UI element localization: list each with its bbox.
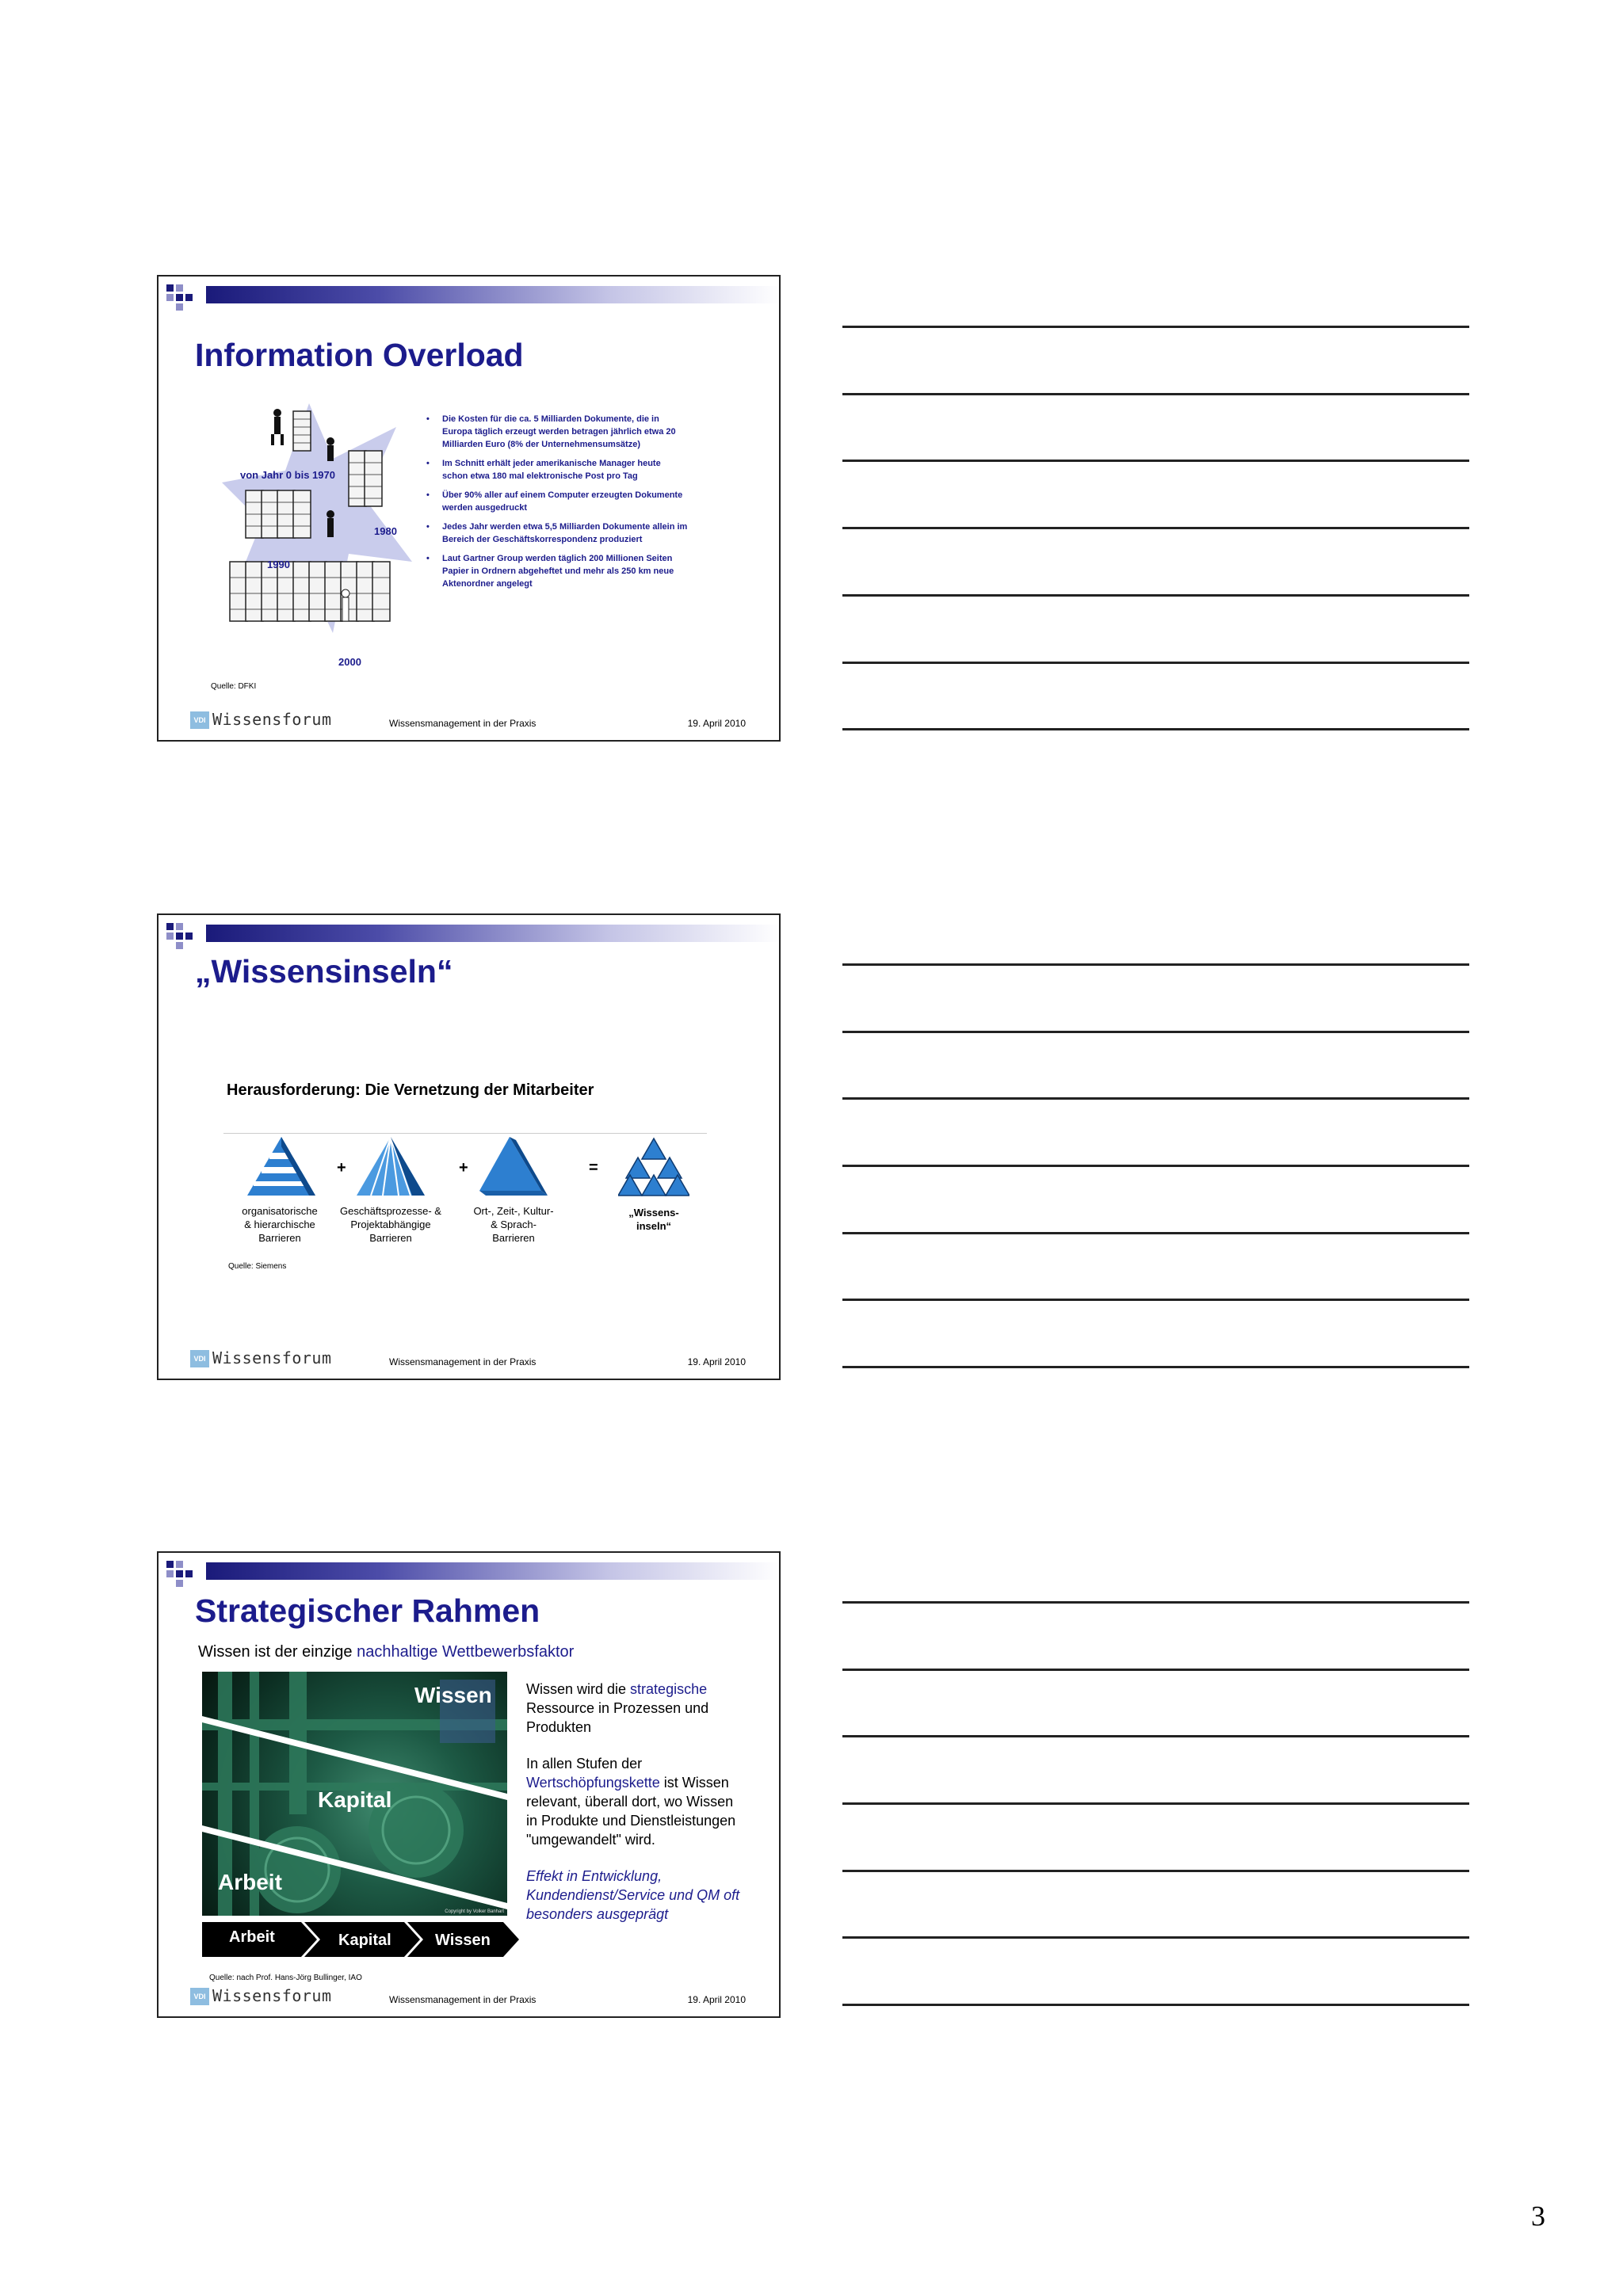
slide-subtitle: Wissen ist der einzige nachhaltige Wettbewerbsfaktor (198, 1643, 575, 1661)
brand-name: Wissensforum (212, 710, 332, 729)
label-wissen: Wissen (414, 1683, 492, 1707)
label-1970: von Jahr 0 bis 1970 (240, 469, 335, 481)
wissensforum-logo (190, 1348, 332, 1367)
pyramid-hierarchy-icon (246, 1135, 317, 1199)
notes-line (842, 1366, 1469, 1368)
notes-line (842, 1097, 1469, 1100)
equals-sign: = (589, 1159, 598, 1177)
footer-course: Wissensmanagement in der Praxis (389, 1994, 537, 2005)
wissensforum-logo (190, 710, 332, 729)
wissensforum-logo (190, 1986, 332, 2005)
slide-strategischer-rahmen (157, 1551, 781, 2018)
notes-line (842, 1802, 1469, 1805)
notes-line (842, 1936, 1469, 1939)
label-arbeit: Arbeit (218, 1870, 282, 1894)
source-note: Quelle: Siemens (228, 1262, 287, 1271)
brand-name: Wissensforum (212, 1348, 332, 1367)
notes-line (842, 460, 1469, 462)
caption-organizational: organisatorische & hierarchische Barrieren (242, 1205, 318, 1244)
vdi-logo: VDI (190, 1350, 209, 1367)
brand-name: Wissensforum (212, 1986, 332, 2005)
slide-title: Strategischer Rahmen (195, 1592, 540, 1629)
footer-course: Wissensmanagement in der Praxis (389, 1356, 537, 1367)
paper-stacks-illustration (214, 395, 436, 633)
paragraph-strategic: Wissen wird die strategische Ressource in Prozessen und Produkten (526, 1681, 709, 1735)
notes-line (842, 1601, 1469, 1604)
notes-line (842, 1232, 1469, 1234)
notes-line (842, 594, 1469, 597)
knowledge-islands-icon (618, 1135, 689, 1199)
chain-step-arbeit: Arbeit (229, 1928, 275, 1946)
bullet-item: • Laut Gartner Group werden täglich 200 Millionen Seiten Papier in Ordnern abgeheftet und mehr als 250 km neue Aktenordner angelegt (426, 552, 688, 590)
source-note: Quelle: nach Prof. Hans-Jörg Bullinger, IAO (209, 1974, 362, 1982)
label-1980: 1980 (374, 525, 397, 537)
plus-sign: + (337, 1159, 346, 1177)
paragraph-effect: Effekt in Entwicklung, Kundendienst/Service und QM oft besonders ausgeprägt (526, 1868, 740, 1922)
title-bar-gradient (206, 1562, 781, 1580)
notes-line (842, 662, 1469, 664)
label-kapital: Kapital (318, 1787, 392, 1812)
notes-line (842, 1165, 1469, 1167)
pyramid-barrier-icon (478, 1135, 549, 1199)
pyramid-process-icon (355, 1135, 426, 1199)
notes-line (842, 393, 1469, 395)
slide-title: „Wissensinseln“ (195, 953, 453, 990)
notes-line (842, 527, 1469, 529)
notes-line (842, 1031, 1469, 1033)
plus-sign: + (459, 1159, 468, 1177)
vdi-logo: VDI (190, 711, 209, 729)
footer-date: 19. April 2010 (687, 1994, 746, 2005)
title-bar-gradient (206, 286, 781, 303)
chain-step-wissen: Wissen (435, 1932, 491, 1949)
text-column (526, 1680, 740, 1924)
slide-information-overload (157, 275, 781, 742)
slide-title: Information Overload (195, 337, 524, 373)
paragraph-value-chain: In allen Stufen der Wertschöpfungskette ist Wissen relevant, überall dort, wo Wissen in Produkte und Dienstleistungen "umgewandelt" wird. (526, 1756, 736, 1848)
footer-course: Wissensmanagement in der Praxis (389, 718, 537, 729)
notes-line (842, 728, 1469, 730)
page-number: 3 (1531, 2200, 1545, 2232)
notes-line (842, 1735, 1469, 1737)
bullet-item: • Im Schnitt erhält jeder amerikanische Manager heute schon etwa 180 mal elektronische Post pro Tag (426, 457, 688, 482)
slide-subtitle: Herausforderung: Die Vernetzung der Mitarbeiter (227, 1081, 594, 1099)
notes-line (842, 1669, 1469, 1671)
bullet-item: • Die Kosten für die ca. 5 Milliarden Dokumente, die in Europa täglich erzeugt werden betragen jährlich etwa 20 Milliarden Euro (8% der Unternehmensumsätze) (426, 413, 688, 451)
caption-islands: „Wissens- inseln“ (628, 1207, 679, 1232)
bullet-item: • Über 90% aller auf einem Computer erzeugten Dokumente werden ausgedruckt (426, 489, 688, 514)
footer-date: 19. April 2010 (687, 718, 746, 729)
photo-copyright: Copyright by Volker Banhart (445, 1909, 504, 1914)
notes-line (842, 326, 1469, 328)
label-1990: 1990 (267, 559, 290, 570)
slide-wissensinseln (157, 913, 781, 1380)
chain-step-kapital: Kapital (338, 1932, 391, 1949)
title-bar-gradient (206, 925, 781, 942)
caption-process: Geschäftsprozesse- & Projektabhängige Barrieren (340, 1205, 441, 1244)
caption-location: Ort-, Zeit-, Kultur- & Sprach- Barrieren (473, 1205, 554, 1244)
vdi-logo: VDI (190, 1988, 209, 2005)
label-2000: 2000 (338, 656, 361, 668)
notes-line (842, 1870, 1469, 1872)
notes-line (842, 2004, 1469, 2006)
footer-date: 19. April 2010 (687, 1356, 746, 1367)
notes-line (842, 963, 1469, 966)
source-note: Quelle: DFKI (211, 682, 257, 691)
value-chain (202, 1922, 519, 1957)
bullet-item: • Jedes Jahr werden etwa 5,5 Milliarden Dokumente allein im Bereich der Geschäftskorrespondenz produziert (426, 521, 688, 546)
divider (223, 1133, 707, 1134)
bullet-list (426, 413, 688, 597)
industrial-photo (202, 1672, 507, 1916)
notes-line (842, 1299, 1469, 1301)
